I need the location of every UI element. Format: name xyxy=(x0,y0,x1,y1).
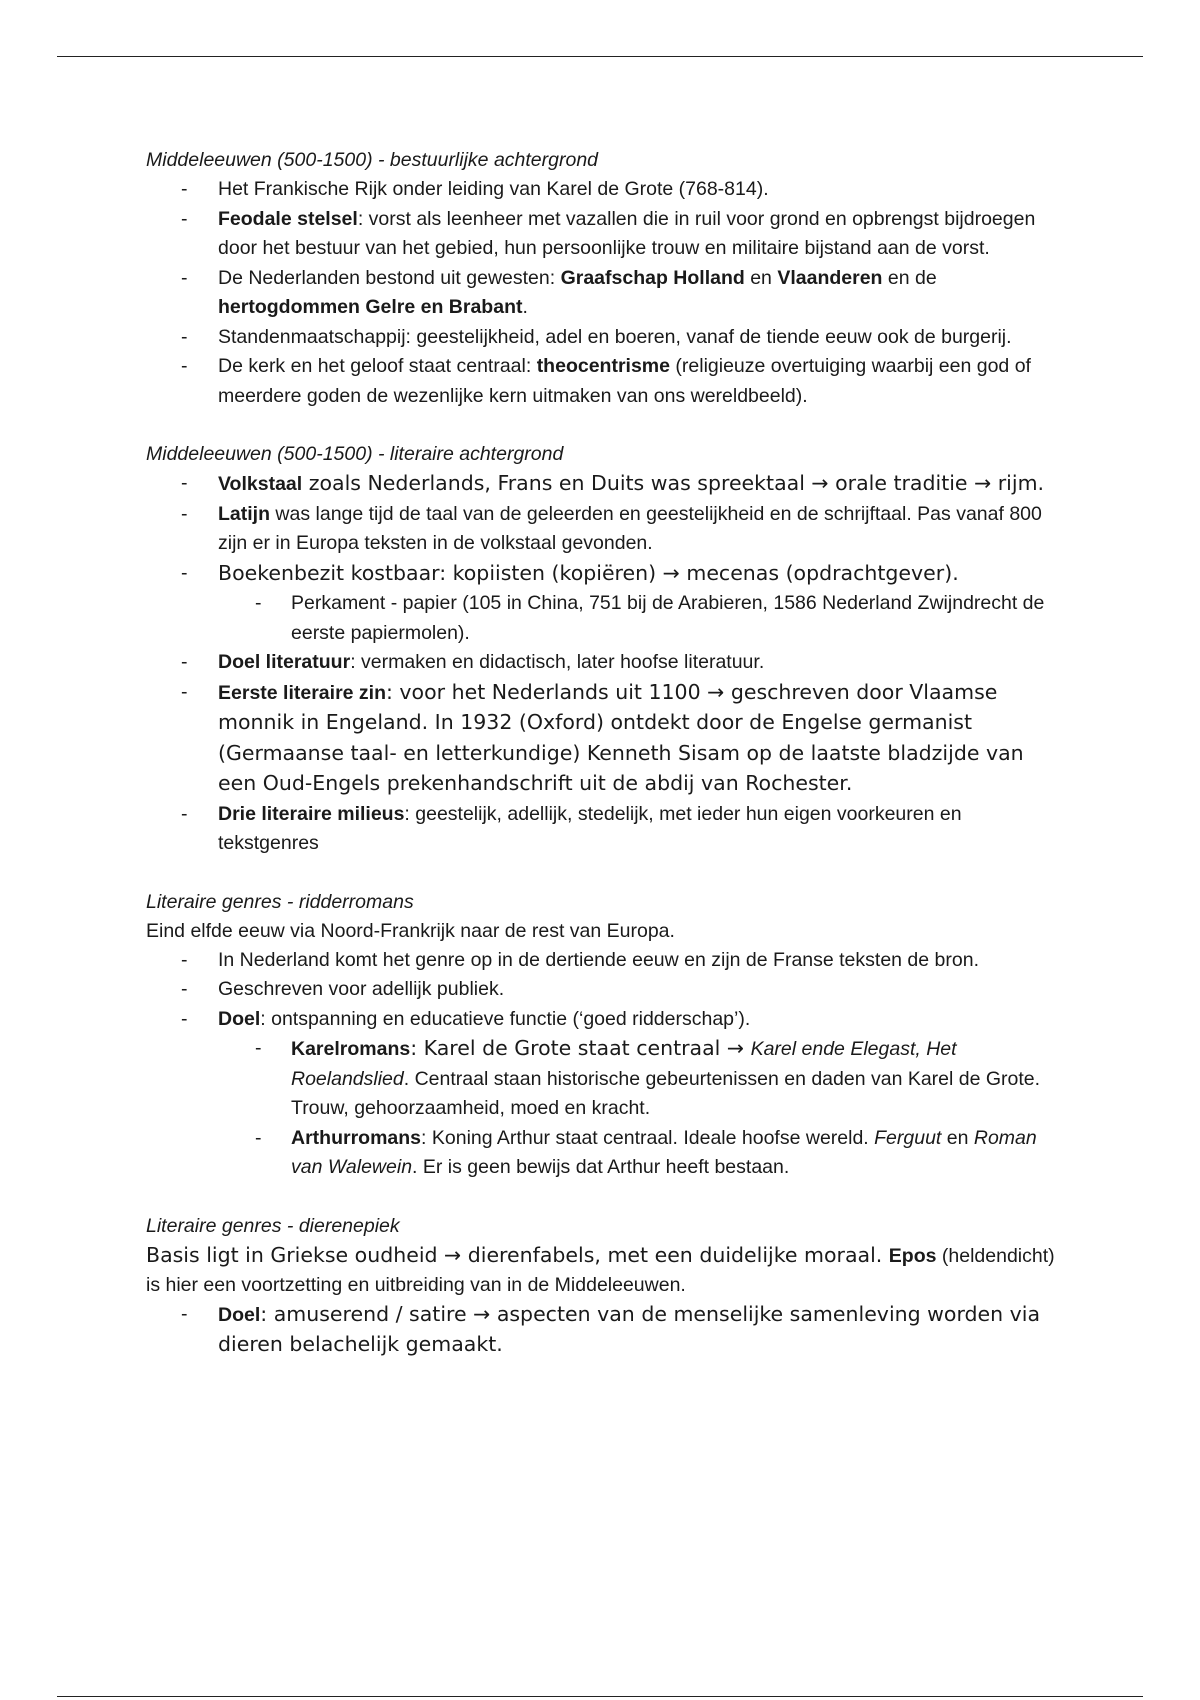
list-item: - Eerste literaire zin: voor het Nederlands uit 1100 → geschreven door Vlaamse monnik in Engeland. In 1932 (Oxford) ontdekt door de Engelse germanist (Germaanse taal- en letterkundige) Kenneth Sisam op de laatste bladzijde van een Oud-Engels prekenhandschrift uit de abdij van Rochester. xyxy=(181,679,1024,795)
section-intro: Eind elfde eeuw via Noord-Frankrijk naar de rest van Europa. xyxy=(146,919,675,942)
section-heading: Middeleeuwen (500-1500) - bestuurlijke achtergrond xyxy=(146,149,599,171)
section-heading: Literaire genres - dierenepiek xyxy=(146,1214,400,1237)
bullet-dash: - xyxy=(181,325,188,348)
list-item: - Drie literaire milieus: geestelijk, adellijk, stedelijk, met ieder hun eigen voorkeuren en tekstgenres xyxy=(146,800,1066,859)
bullet-dash: - xyxy=(181,266,188,289)
header-rule xyxy=(57,56,1143,57)
list-item: - De Nederlanden bestond uit gewesten: Graafschap Holland en Vlaanderen en de hertogdommen Gelre en Brabant. xyxy=(146,264,1066,323)
bullet-dash: - xyxy=(181,355,188,377)
bullet-list xyxy=(146,469,1066,859)
list-item: - Boekenbezit kostbaar: kopiisten (kopiëren) → mecenas (opdrachtgever). xyxy=(146,559,1066,590)
list-item: - Standenmaatschappij: geestelijkheid, adel en boeren, vanaf de tiende eeuw ook de burgerij. xyxy=(146,323,1066,353)
list-item: - Doel literatuur: vermaken en didactisch, later hoofse literatuur. xyxy=(146,648,1066,678)
list-item: - Geschreven voor adellijk publiek. xyxy=(146,975,1066,1005)
section-literaire-achtergrond xyxy=(146,440,1066,859)
section-intro: Basis ligt in Griekse oudheid → dierenfabels, met een duidelijke moraal. Epos (heldendicht) is hier een voortzetting en uitbreiding van in de Middeleeuwen. xyxy=(146,1242,1055,1296)
list-item: - Feodale stelsel: vorst als leenheer met vazallen die in ruil voor grond en opbrengst bijdroegen door het bestuur van het gebied, hun persoonlijke trouw en militaire bijstand aan de vorst. xyxy=(146,205,1066,264)
section-heading: Middeleeuwen (500-1500) - literaire achtergrond xyxy=(146,443,564,465)
list-item: - De kerk en het geloof staat centraal: theocentrisme (religieuze overtuiging waarbij een god of meerdere goden de wezenlijke kern uitmaken van ons wereldbeeld). xyxy=(146,352,1066,411)
bullet-dash: - xyxy=(255,592,262,614)
list-item: - Latijn was lange tijd de taal van de geleerden en geestelijkheid en de schrijftaal. Pas vanaf 800 zijn er in Europa teksten in de volkstaal gevonden. xyxy=(146,500,1066,559)
bullet-dash: - xyxy=(181,472,188,494)
bullet-dash: - xyxy=(181,502,188,525)
list-item: - Doel: amuserend / satire → aspecten van de menselijke samenleving worden via dieren belachelijk gemaakt. xyxy=(181,1301,1041,1356)
bullet-dash: - xyxy=(181,561,188,584)
list-item: - Doel: ontspanning en educatieve functie (‘goed ridderschap’). xyxy=(146,1005,1066,1035)
bullet-dash: - xyxy=(181,948,188,971)
section-heading: Literaire genres - ridderromans xyxy=(146,890,414,913)
sub-list-item: - Perkament - papier (105 in China, 751 bij de Arabieren, 1586 Nederland Zwijndrecht de eerste papiermolen). xyxy=(146,589,1066,648)
bullet-dash: - xyxy=(181,680,188,703)
document-body xyxy=(146,146,1066,1390)
list-item: - Volkstaal zoals Nederlands, Frans en Duits was spreektaal → orale traditie → rijm. xyxy=(146,469,1066,500)
list-item: - Het Frankische Rijk onder leiding van Karel de Grote (768-814). xyxy=(146,175,1066,205)
bullet-dash: - xyxy=(181,1007,188,1030)
bullet-dash: - xyxy=(255,1126,262,1149)
section-ridderromans xyxy=(146,888,1066,1183)
bullet-dash: - xyxy=(255,1037,262,1059)
section-dierenepiek xyxy=(146,1212,1066,1361)
list-item: - In Nederland komt het genre op in de dertiende eeuw en zijn de Franse teksten de bron. xyxy=(146,946,1066,976)
footer-rule xyxy=(57,1696,1143,1697)
bullet-dash: - xyxy=(181,651,188,673)
bullet-dash: - xyxy=(181,178,188,200)
bullet-dash: - xyxy=(181,207,188,230)
bullet-list xyxy=(146,946,1066,1183)
bullet-list xyxy=(146,175,1066,411)
bullet-dash: - xyxy=(181,978,188,1000)
sub-list-item: - Arthurromans: Koning Arthur staat centraal. Ideale hoofse wereld. Ferguut en Roman van Walewein. Er is geen bewijs dat Arthur heeft bestaan. xyxy=(146,1124,1066,1183)
sub-list-item: - Karelromans: Karel de Grote staat centraal → Karel ende Elegast, Het Roelandslied. Centraal staan historische gebeurtenissen en daden van Karel de Grote. Trouw, gehoorzaamheid, moed en kracht. xyxy=(255,1036,1041,1119)
bullet-dash: - xyxy=(181,802,188,825)
bullet-dash: - xyxy=(181,1302,188,1325)
section-bestuurlijke-achtergrond xyxy=(146,146,1066,411)
bullet-list xyxy=(146,1300,1066,1361)
